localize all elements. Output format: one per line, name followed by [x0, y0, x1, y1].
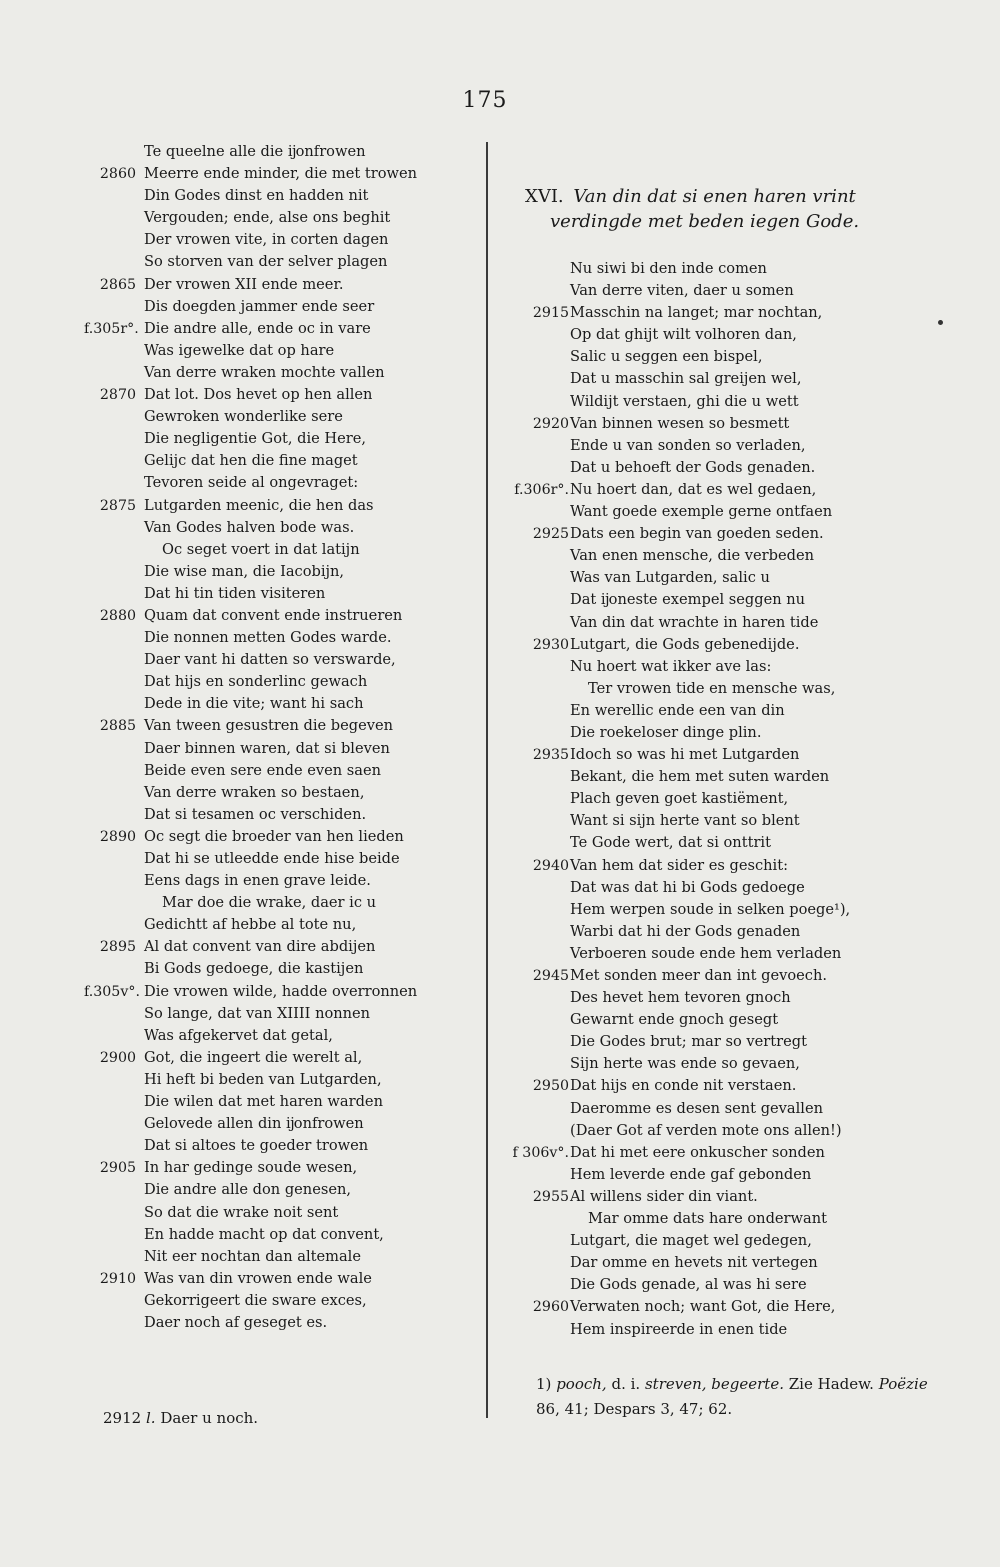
footnote-marker: 1)	[536, 1375, 552, 1393]
verse-line-text: Van derre wraken so bestaen,	[144, 783, 365, 801]
verse-line	[508, 302, 938, 324]
verse-line-text: So lange, dat van XIIII nonnen	[144, 1004, 371, 1022]
verse-line-text: Die andre alle don genesen,	[144, 1181, 351, 1199]
verse-line	[508, 479, 938, 501]
verse-line	[508, 899, 938, 921]
verse-line	[508, 943, 938, 965]
verse-line-text: Hem inspireerde in enen tide	[570, 1320, 788, 1338]
section-heading-line-1	[525, 184, 925, 209]
verse-line-number: 2915	[532, 305, 569, 322]
verse-line	[508, 1098, 938, 1120]
verse-line	[84, 892, 484, 914]
verse-line	[84, 561, 484, 583]
verse-line-text: Van enen mensche, die verbeden	[570, 547, 814, 565]
verse-line	[508, 1296, 938, 1318]
verse-line	[84, 495, 484, 517]
verse-line-text: Dede in die vite; want hi sach	[144, 695, 364, 713]
verse-line-text: Mar omme dats hare onderwant	[588, 1210, 827, 1228]
verse-line	[84, 627, 484, 649]
verse-line	[508, 766, 938, 788]
verse-line	[508, 1164, 938, 1186]
verse-line	[508, 1031, 938, 1053]
verse-line-text: Daer vant hi datten so verswarde,	[144, 651, 396, 669]
verse-line-text: Ende u van sonden so verladen,	[570, 436, 806, 454]
verse-line-text: En werellic ende een van din	[570, 701, 785, 719]
verse-line-text: Dats een begin van goeden seden.	[570, 525, 824, 543]
verse-line	[84, 1047, 484, 1069]
verse-line	[84, 671, 484, 693]
right-column	[508, 258, 938, 1341]
verse-line	[84, 804, 484, 826]
verse-line-number: 2870	[99, 387, 136, 404]
verse-line-number: 2905	[99, 1160, 136, 1177]
section-title-part-2: verdingde met beden iegen Gode.	[550, 211, 860, 232]
verse-line-text: Hem leverde ende gaf gebonden	[570, 1165, 812, 1183]
page-number: 175	[462, 88, 508, 113]
verse-line-text: Al dat convent van dire abdijen	[144, 938, 376, 956]
verse-line	[84, 738, 484, 760]
verse-line-text: Des hevet hem tevoren gnoch	[570, 989, 791, 1007]
verse-line	[508, 413, 938, 435]
verse-line-text: So storven van der selver plagen	[144, 253, 388, 271]
verse-line-number: f 306v°.	[512, 1144, 569, 1161]
verse-line	[84, 251, 484, 273]
footnote-ref-title: Poëzie	[878, 1375, 928, 1393]
left-footnote	[103, 1409, 258, 1427]
verse-line-text: Got, die ingeert die werelt al,	[144, 1048, 363, 1066]
verse-line-number: 2885	[99, 718, 136, 735]
verse-line	[84, 693, 484, 715]
footnote-line-ref: 2912	[103, 1409, 142, 1427]
verse-line-text: Want goede exemple gerne ontfaen	[570, 503, 833, 521]
verse-line	[508, 678, 938, 700]
verse-line	[508, 1075, 938, 1097]
verse-line-text: Salic u seggen een bispel,	[570, 348, 763, 366]
footnote-gloss: streven, begeerte.	[644, 1375, 784, 1393]
verse-line-text: Oc seget voert in dat latijn	[162, 540, 360, 558]
footnote-term: pooch,	[556, 1375, 607, 1393]
verse-line-text: Van binnen wesen so besmett	[570, 414, 790, 432]
right-footnote	[536, 1372, 936, 1422]
verse-line-text: Die Godes brut; mar so vertregt	[570, 1033, 807, 1051]
verse-line-text: Warbi dat hi der Gods genaden	[570, 922, 801, 940]
verse-line-text: Met sonden meer dan int gevoech.	[570, 967, 828, 984]
verse-line-number: 2895	[99, 939, 136, 956]
section-number: XVI.	[525, 186, 564, 207]
verse-line-number: 2960	[532, 1299, 569, 1316]
verse-line	[508, 921, 938, 943]
verse-line	[84, 406, 484, 428]
verse-line-text: Gelijc dat hen die fine maget	[144, 452, 358, 470]
verse-line	[508, 346, 938, 368]
section-heading	[525, 184, 925, 234]
verse-line-text: Nu siwi bi den inde comen	[570, 260, 767, 277]
verse-line-text: Die andre alle, ende oc in vare	[144, 319, 371, 337]
verse-line-text: Lutgart, die Gods gebenedijde.	[570, 635, 800, 653]
section-title-part-1: Van din dat si enen haren vrint	[573, 186, 856, 207]
verse-line	[84, 141, 484, 163]
verse-line	[84, 472, 484, 494]
verse-line-number: f.305v°.	[84, 983, 140, 1000]
verse-line	[508, 987, 938, 1009]
verse-line	[84, 715, 484, 737]
verse-line	[508, 722, 938, 744]
verse-line-text: Oc segt die broeder van hen lieden	[144, 827, 404, 845]
verse-line-text: Plach geven goet kastiëment,	[570, 790, 789, 808]
footnote-line-1	[536, 1372, 936, 1397]
verse-line-text: Eens dags in enen grave leide.	[144, 872, 371, 890]
verse-line	[508, 832, 938, 854]
verse-line	[508, 700, 938, 722]
verse-line-text: Vergouden; ende, alse ons beghit	[144, 209, 391, 227]
verse-line-text: Te queelne alle die ĳonfrowen	[144, 143, 366, 160]
verse-line-text: Op dat ghijt wilt volhoren dan,	[570, 326, 797, 344]
verse-line-number: 2875	[99, 497, 136, 514]
verse-line	[508, 877, 938, 899]
verse-line-text: Al willens sider din viant.	[570, 1187, 758, 1205]
verse-line	[508, 324, 938, 346]
verse-line-text: Dis doegden jammer ende seer	[144, 297, 375, 315]
verse-line	[84, 207, 484, 229]
verse-line-text: Meerre ende minder, die met trowen	[144, 165, 418, 183]
verse-line	[508, 810, 938, 832]
ink-speck	[938, 320, 943, 325]
verse-line	[508, 1230, 938, 1252]
column-divider	[486, 142, 488, 1418]
verse-line-number: 2860	[99, 166, 136, 183]
verse-line-text: Dat ĳoneste exempel seggen nu	[570, 591, 806, 609]
verse-line	[84, 318, 484, 340]
verse-line	[84, 340, 484, 362]
verse-line-text: Van Godes halven bode was.	[144, 518, 355, 536]
footnote-line-2: 86, 41; Despars 3, 47; 62.	[536, 1400, 733, 1418]
verse-line	[84, 958, 484, 980]
verse-line-text: Daeromme es desen sent gevallen	[570, 1099, 823, 1117]
verse-line-number: 2945	[532, 968, 569, 984]
verse-line	[508, 523, 938, 545]
verse-line	[84, 1290, 484, 1312]
verse-line-text: Die negligentie Got, die Here,	[144, 430, 367, 448]
verse-line	[84, 517, 484, 539]
verse-line	[84, 428, 484, 450]
verse-line-text: Die roekeloser dinge plin.	[570, 723, 762, 741]
verse-line-text: Dat lot. Dos hevet op hen allen	[144, 386, 373, 404]
verse-line	[84, 1246, 484, 1268]
verse-line-number: 2920	[532, 415, 569, 432]
verse-line-text: Mar doe die wrake, daer ic u	[162, 894, 377, 912]
verse-line	[508, 589, 938, 611]
verse-line-text: Lutgart, die maget wel gedegen,	[570, 1232, 812, 1250]
verse-line	[508, 567, 938, 589]
verse-line	[84, 1091, 484, 1113]
verse-line-text: Dat hi tin tiden visiteren	[144, 584, 326, 602]
footnote-text: Daer u noch.	[160, 1409, 259, 1427]
verse-line-text: Dat hi se utleedde ende hise beide	[144, 850, 400, 867]
verse-line	[84, 760, 484, 782]
verse-line-text: Want si sijn herte vant so blent	[570, 812, 800, 830]
verse-line	[84, 981, 484, 1003]
verse-line	[84, 914, 484, 936]
verse-line-text: Van derre viten, daer u somen	[570, 282, 794, 300]
verse-line	[508, 744, 938, 766]
verse-line	[84, 1202, 484, 1224]
verse-line-text: In har gedinge soude wesen,	[144, 1159, 358, 1177]
verse-line-text: En hadde macht op dat convent,	[144, 1225, 384, 1243]
verse-line	[84, 450, 484, 472]
verse-line-text: Der vrowen XII ende meer.	[144, 275, 344, 293]
verse-line-text: Bekant, die hem met suten warden	[570, 768, 830, 786]
verse-line	[508, 788, 938, 810]
verse-line-text: Quam dat convent ende instrueren	[144, 606, 403, 624]
verse-line	[508, 1053, 938, 1075]
verse-line-text: Hi heft bi beden van Lutgarden,	[144, 1070, 382, 1088]
verse-line	[508, 634, 938, 656]
left-column	[84, 141, 484, 1334]
verse-line-text: Te Gode wert, dat si onttrit	[570, 834, 771, 852]
verse-line-text: Dar omme en hevets nit vertegen	[570, 1254, 818, 1272]
verse-line-number: 2930	[532, 636, 569, 653]
verse-line-text: Nu hoert wat ikker ave las:	[570, 657, 772, 675]
verse-line-text: Masschin na langet; mar nochtan,	[570, 304, 823, 322]
verse-line-text: Die wise man, die Iacobijn,	[144, 562, 345, 580]
verse-line	[84, 1268, 484, 1290]
verse-line-text: Die Gods genade, al was hi sere	[570, 1276, 807, 1294]
verse-line-text: Dat si tesamen oc verschiden.	[144, 805, 367, 823]
verse-line-text: Beide even sere ende even saen	[144, 761, 382, 779]
verse-line-text: Van derre wraken mochte vallen	[144, 363, 385, 381]
verse-line	[508, 1208, 938, 1230]
verse-line	[84, 1224, 484, 1246]
verse-line	[84, 163, 484, 185]
verse-line	[84, 1069, 484, 1091]
verse-line	[84, 583, 484, 605]
verse-line	[508, 1186, 938, 1208]
verse-line-number: f.305r°.	[84, 320, 139, 337]
verse-line-text: Van tween gesustren die begeven	[144, 717, 393, 735]
verse-line-text: Dat si altoes te goeder trowen	[144, 1137, 369, 1155]
verse-line-text: Wildijt verstaen, ghi die u wett	[570, 392, 799, 410]
verse-line-text: Hem werpen soude in selken poege¹),	[570, 900, 851, 918]
verse-line	[84, 539, 484, 561]
verse-line-text: Dat hi met eere onkuscher sonden	[570, 1143, 825, 1161]
verse-line	[508, 1142, 938, 1164]
verse-line-number: 2935	[532, 747, 569, 764]
verse-line	[508, 368, 938, 390]
verse-line-number: f.306r°.	[514, 481, 569, 498]
verse-line-number: 2890	[99, 828, 136, 845]
verse-line-text: (Daer Got af verden mote ons allen!)	[570, 1121, 842, 1139]
verse-line-text: Van hem dat sider es geschit:	[570, 856, 789, 874]
verse-line	[508, 280, 938, 302]
verse-line-number: 2900	[99, 1049, 136, 1066]
verse-line	[84, 1113, 484, 1135]
verse-line-text: Ter vrowen tide en mensche was,	[588, 679, 836, 697]
verse-line	[508, 457, 938, 479]
verse-line-text: Die nonnen metten Godes warde.	[144, 629, 392, 647]
verse-line-text: Nit eer nochtan dan altemale	[144, 1247, 361, 1265]
verse-line	[508, 612, 938, 634]
verse-line-text: Gedichtt af hebbe al tote nu,	[144, 916, 357, 934]
verse-line	[84, 1179, 484, 1201]
verse-line-text: Gekorrigeert die sware exces,	[144, 1291, 367, 1309]
verse-line-text: Gewarnt ende gnoch gesegt	[570, 1011, 779, 1029]
verse-line-text: Gewroken wonderlike sere	[144, 408, 343, 426]
verse-line-text: Dat u behoeft der Gods genaden.	[570, 458, 816, 476]
verse-line-text: Dat hijs en conde nit verstaen.	[570, 1077, 797, 1095]
verse-line-text: Lutgarden meenic, die hen das	[144, 496, 374, 514]
verse-line-text: Daer binnen waren, dat si bleven	[144, 739, 390, 757]
verse-line	[84, 274, 484, 296]
verse-line-text: Dat was dat hi bi Gods gedoege	[570, 878, 805, 896]
verse-line	[84, 1003, 484, 1025]
verse-line	[508, 855, 938, 877]
verse-line-text: Van din dat wrachte in haren tide	[570, 613, 819, 631]
verse-line-number: 2925	[532, 526, 569, 543]
verse-line	[508, 545, 938, 567]
verse-line	[84, 848, 484, 870]
verse-line-text: Der vrowen vite, in corten dagen	[144, 231, 389, 249]
verse-line	[84, 826, 484, 848]
verse-line-number: 2865	[99, 276, 136, 293]
verse-line-text: Verwaten noch; want Got, die Here,	[570, 1298, 836, 1316]
verse-line	[508, 1319, 938, 1341]
verse-line-text: Dat u masschin sal greijen wel,	[570, 370, 802, 388]
verse-line-number: 2950	[532, 1078, 569, 1095]
verse-line	[508, 501, 938, 523]
verse-line	[84, 1157, 484, 1179]
verse-line-text: Was van Lutgarden, salic u	[570, 569, 770, 587]
verse-line-text: Was van din vrowen ende wale	[144, 1269, 372, 1287]
verse-line-text: Was afgekervet dat getal,	[144, 1026, 333, 1044]
verse-line-text: Nu hoert dan, dat es wel gedaen,	[570, 480, 817, 498]
verse-line	[508, 258, 938, 280]
verse-line-text: Die vrowen wilde, hadde overronnen	[144, 982, 418, 1000]
footnote-ref-intro: Zie Hadew.	[788, 1375, 874, 1393]
verse-line-number: 2955	[532, 1188, 569, 1205]
verse-line-text: Idoch so was hi met Lutgarden	[570, 746, 800, 764]
footnote-label: l.	[145, 1409, 156, 1427]
verse-line-number: 2940	[532, 857, 569, 874]
verse-line	[84, 384, 484, 406]
verse-line	[84, 1025, 484, 1047]
verse-line	[84, 1135, 484, 1157]
verse-line	[508, 1009, 938, 1031]
verse-line	[84, 229, 484, 251]
verse-line	[84, 782, 484, 804]
verse-line	[84, 362, 484, 384]
verse-line	[84, 605, 484, 627]
verse-line	[84, 870, 484, 892]
verse-line-text: Gelovede allen din ĳonfrowen	[144, 1115, 364, 1133]
footnote-gloss-intro: d. i.	[611, 1375, 641, 1393]
verse-line	[508, 391, 938, 413]
verse-line-text: Sijn herte was ende so gevaen,	[570, 1055, 800, 1073]
verse-line	[508, 965, 938, 987]
verse-line-text: Die wilen dat met haren warden	[144, 1093, 383, 1111]
verse-line-number: 2910	[99, 1270, 136, 1287]
verse-line	[508, 1252, 938, 1274]
verse-line-text: So dat die wrake noit sent	[144, 1203, 339, 1221]
verse-line	[84, 185, 484, 207]
verse-line-text: Bi Gods gedoege, die kastijen	[144, 960, 364, 978]
verse-line	[508, 656, 938, 678]
verse-line-text: Verboeren soude ende hem verladen	[570, 944, 842, 962]
verse-line-text: Daer noch af geseget es.	[144, 1313, 328, 1331]
verse-line-text: Was igewelke dat op hare	[144, 341, 335, 359]
verse-line	[84, 936, 484, 958]
verse-line	[84, 1312, 484, 1334]
verse-line-text: Tevoren seide al ongevraget:	[144, 474, 359, 492]
verse-line	[508, 1274, 938, 1296]
verse-line	[508, 1120, 938, 1142]
verse-line-text: Din Godes dinst en hadden nit	[144, 187, 369, 205]
verse-line-number: 2880	[99, 607, 136, 624]
verse-line	[84, 296, 484, 318]
verse-line	[84, 649, 484, 671]
verse-line	[508, 435, 938, 457]
verse-line-text: Dat hijs en sonderlinc gewach	[144, 673, 368, 691]
